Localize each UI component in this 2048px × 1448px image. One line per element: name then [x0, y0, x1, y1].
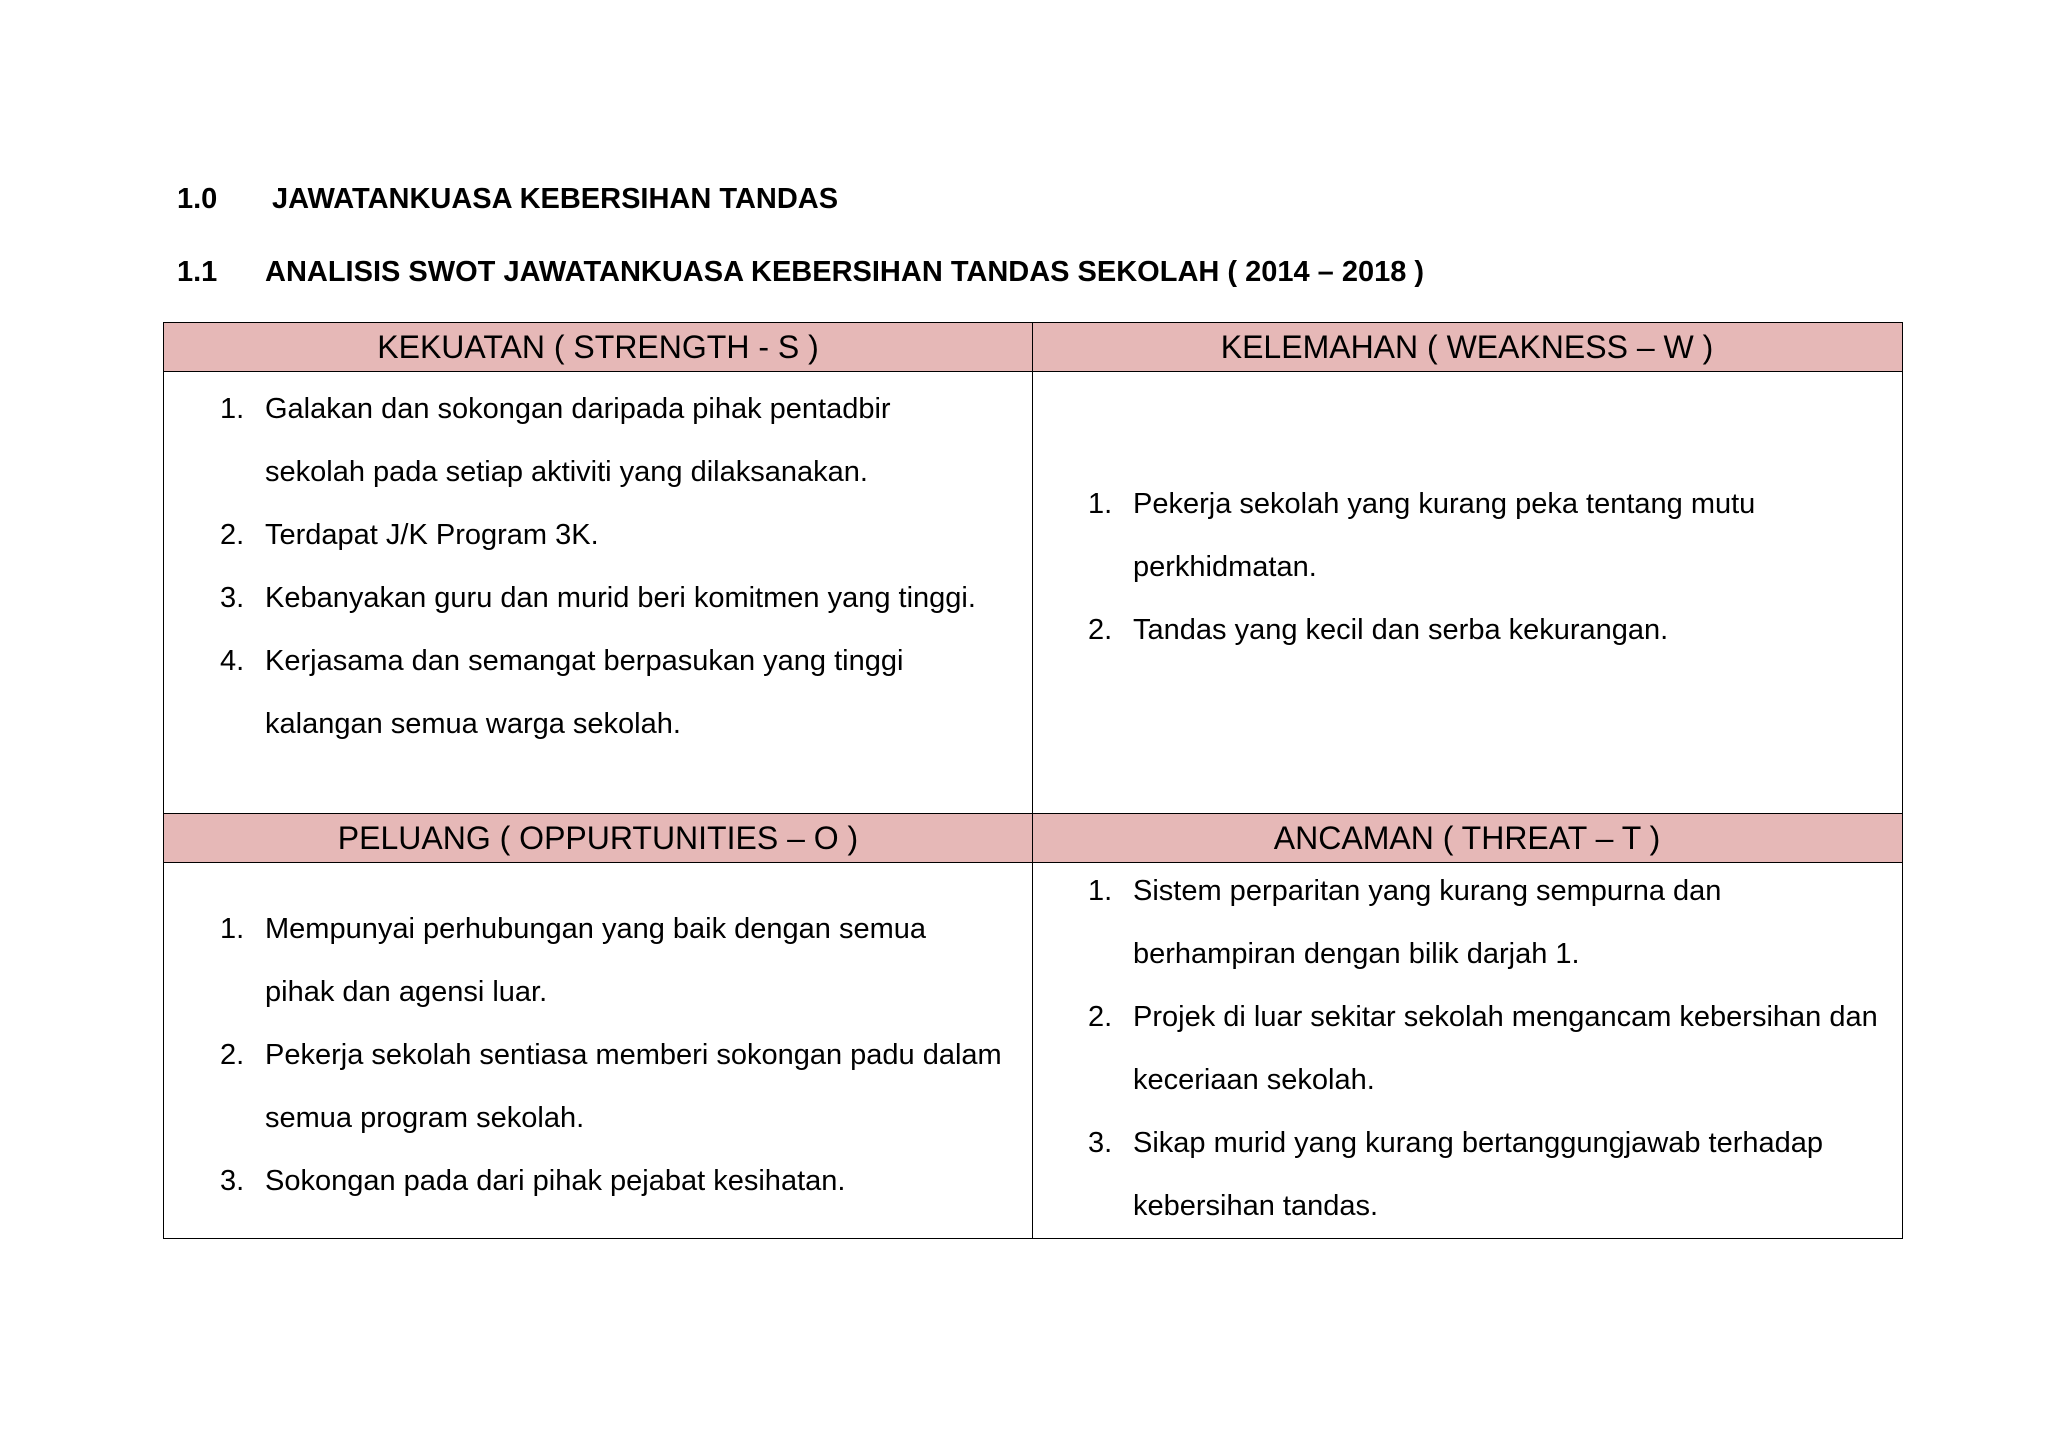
list-item-text: Sikap murid yang kurang bertanggungjawab terhadap kebersihan tandas. — [1133, 1127, 1824, 1222]
list-item — [1032, 473, 1872, 599]
section-heading-1-0 — [177, 181, 838, 217]
list-item-text: Sokongan pada dari pihak pejabat kesihatan. — [265, 1165, 846, 1197]
strength-cell — [164, 378, 1032, 756]
opportunities-header: PELUANG ( OPPURTUNITIES – O ) — [337, 819, 859, 856]
list-item — [164, 898, 1002, 1024]
weakness-list — [1032, 473, 1872, 662]
threats-cell — [1032, 860, 1902, 1238]
list-item-text: Galakan dan sokongan daripada pihak pentadbir sekolah pada setiap aktiviti yang dilaksanakan. — [265, 393, 891, 488]
list-marker: 2. — [220, 519, 245, 551]
list-item — [1032, 986, 1892, 1112]
list-item — [164, 1024, 1002, 1150]
list-marker: 3. — [220, 582, 245, 614]
list-marker: 2. — [1088, 614, 1113, 646]
column-divider — [1032, 323, 1033, 1238]
opportunities-list — [164, 898, 1002, 1213]
list-item-text: Sistem perparitan yang kurang sempurna dan berhampiran dengan bilik darjah 1. — [1133, 875, 1722, 970]
list-item — [164, 567, 992, 630]
list-item — [1032, 599, 1872, 662]
list-item — [1032, 1112, 1892, 1238]
strength-header: KEKUATAN ( STRENGTH - S ) — [377, 328, 819, 365]
list-marker: 1. — [1088, 488, 1113, 520]
list-item-text: Tandas yang kecil dan serba kekurangan. — [1133, 614, 1669, 646]
list-item — [1032, 860, 1892, 986]
swot-header-row-bottom — [164, 813, 1902, 863]
list-marker: 1. — [220, 913, 245, 945]
list-marker: 2. — [1088, 1001, 1113, 1033]
swot-header-row-top — [164, 323, 1902, 372]
list-marker: 2. — [220, 1039, 245, 1071]
section-heading-1-1 — [177, 254, 1424, 290]
threats-header: ANCAMAN ( THREAT – T ) — [1273, 819, 1661, 856]
threats-list — [1032, 860, 1892, 1238]
list-item-text: Terdapat J/K Program 3K. — [265, 519, 599, 551]
list-item — [164, 630, 992, 756]
list-marker: 3. — [220, 1165, 245, 1197]
section-number: 1.0 — [177, 183, 218, 215]
list-item — [164, 378, 992, 504]
list-marker: 1. — [220, 393, 245, 425]
list-item — [164, 504, 992, 567]
weakness-header: KELEMAHAN ( WEAKNESS – W ) — [1220, 328, 1714, 365]
swot-table — [163, 322, 1903, 1239]
weakness-cell — [1032, 473, 1902, 662]
section-title: ANALISIS SWOT JAWATANKUASA KEBERSIHAN TANDAS SEKOLAH ( 2014 – 2018 ) — [265, 256, 1425, 288]
list-item-text: Kebanyakan guru dan murid beri komitmen yang tinggi. — [265, 582, 976, 614]
list-item-text: Kerjasama dan semangat berpasukan yang tinggi kalangan semua warga sekolah. — [265, 645, 904, 740]
section-number: 1.1 — [177, 256, 218, 288]
list-marker: 3. — [1088, 1127, 1113, 1159]
strength-list — [164, 378, 992, 756]
opportunities-cell — [164, 898, 1032, 1213]
list-item-text: Pekerja sekolah yang kurang peka tentang mutu perkhidmatan. — [1133, 488, 1756, 583]
list-item-text: Pekerja sekolah sentiasa memberi sokongan padu dalam semua program sekolah. — [265, 1039, 1002, 1134]
list-marker: 1. — [1088, 875, 1113, 907]
list-item-text: Mempunyai perhubungan yang baik dengan semua pihak dan agensi luar. — [265, 913, 927, 1008]
list-item-text: Projek di luar sekitar sekolah mengancam kebersihan dan keceriaan sekolah. — [1133, 1001, 1878, 1096]
list-item — [164, 1150, 1002, 1213]
list-marker: 4. — [220, 645, 245, 677]
section-title: JAWATANKUASA KEBERSIHAN TANDAS — [272, 183, 839, 215]
